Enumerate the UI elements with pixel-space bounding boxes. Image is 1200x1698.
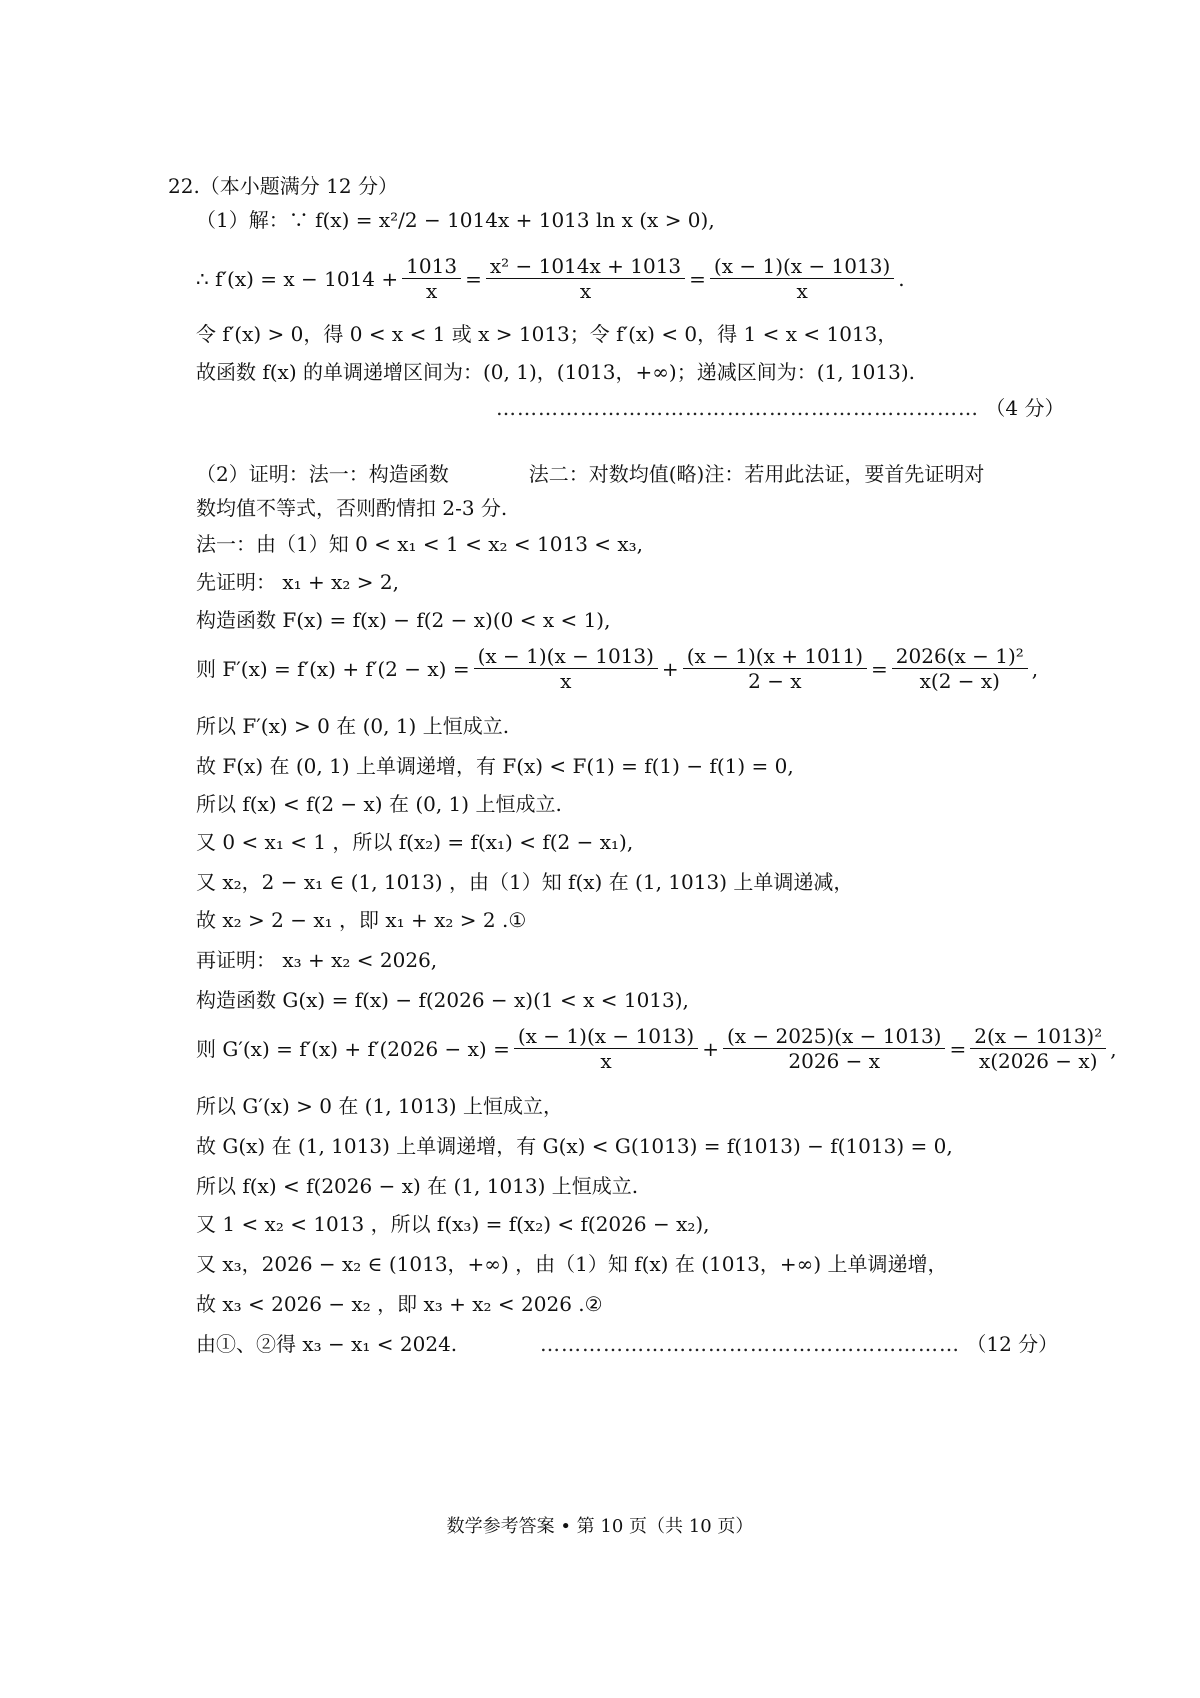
fraction-denominator: x(2 − x) — [919, 669, 1000, 693]
plus-sign: + — [702, 1036, 719, 1061]
part2-line-20: 又 x₃，2026 − x₂ ∈ (1013，+∞) ，由（1）知 f(x) 在 (1013，+∞) 上单调递增， — [196, 1252, 948, 1276]
part2-score-row — [540, 1330, 1058, 1358]
equals-sign: = — [689, 266, 706, 291]
fraction-numerator: (x − 1)(x − 1013) — [514, 1024, 698, 1049]
page-footer: 数学参考答案 • 第 10 页（共 10 页） — [446, 1516, 754, 1537]
fraction — [514, 1024, 698, 1073]
equals-sign: = — [871, 656, 888, 681]
part2-line-18: 所以 f(x) < f(2026 − x) 在 (1, 1013) 上恒成立. — [196, 1174, 639, 1198]
fraction — [970, 1024, 1106, 1073]
leader-dots: …………………………………………………………… — [496, 396, 979, 420]
part1-line-2-prefix: ∴ f′(x) = x − 1014 + — [196, 266, 399, 291]
part2-line-6 — [196, 644, 1038, 693]
plus-sign: + — [661, 656, 679, 681]
part2-line-15 — [196, 1024, 1117, 1073]
fraction — [723, 1024, 946, 1073]
part1-line-3: 令 f′(x) > 0，得 0 < x < 1 或 x > 1013；令 f′(x) < 0，得 1 < x < 1013， — [196, 322, 898, 346]
fraction — [474, 644, 658, 693]
fraction-numerator: x² − 1014x + 1013 — [486, 254, 685, 279]
fraction-denominator: x — [579, 279, 592, 303]
part1-line-1: （1）解：∵ f(x) = x²/2 − 1014x + 1013 ln x (x > 0), — [196, 208, 715, 232]
part2-line-16: 所以 G′(x) > 0 在 (1, 1013) 上恒成立， — [196, 1094, 563, 1118]
fraction — [402, 254, 461, 303]
fraction — [486, 254, 685, 303]
part2-line-13: 再证明： x₃ + x₂ < 2026, — [196, 948, 438, 972]
part2-line-6-prefix: 则 F′(x) = f′(x) + f′(2 − x) = — [196, 656, 470, 681]
part1-line-4: 故函数 f(x) 的单调递增区间为：(0, 1)，(1013，+∞)；递减区间为：(1, 1013). — [196, 360, 915, 384]
leader-dots: …………………………………………………… — [540, 1332, 960, 1356]
part2-line-4: 先证明： x₁ + x₂ > 2, — [196, 570, 399, 594]
part2-line-11: 又 x₂，2 − x₁ ∈ (1, 1013) ，由（1）知 f(x) 在 (1, 1013) 上单调递减， — [196, 870, 854, 894]
score-label: （12 分） — [966, 1332, 1059, 1356]
part1-line-2 — [196, 254, 905, 303]
part2-line-5: 构造函数 F(x) = f(x) − f(2 − x)(0 < x < 1), — [196, 608, 611, 632]
fraction-denominator: x — [560, 669, 572, 693]
fraction-denominator: x(2026 − x) — [978, 1049, 1098, 1073]
fraction-denominator: 2 − x — [748, 669, 802, 693]
part2-line-15-prefix: 则 G′(x) = f′(x) + f′(2026 − x) = — [196, 1036, 510, 1061]
score-label: （4 分） — [985, 396, 1065, 420]
part2-line-12: 故 x₂ > 2 − x₁ ，即 x₁ + x₂ > 2 .① — [196, 908, 527, 932]
part2-line-10: 又 0 < x₁ < 1 ，所以 f(x₂) = f(x₁) < f(2 − x₁), — [196, 830, 634, 854]
period: . — [898, 266, 905, 291]
comma: , — [1031, 656, 1039, 681]
fraction-denominator: x — [600, 1049, 612, 1073]
fraction-numerator: 2(x − 1013)² — [970, 1024, 1106, 1049]
part2-line-3: 法一：由（1）知 0 < x₁ < 1 < x₂ < 1013 < x₃, — [196, 532, 644, 556]
fraction-numerator: 1013 — [402, 254, 461, 279]
part2-line-9: 所以 f(x) < f(2 − x) 在 (0, 1) 上恒成立. — [196, 792, 562, 816]
fraction-numerator: (x − 1)(x − 1013) — [710, 254, 894, 279]
part2-line-8: 故 F(x) 在 (0, 1) 上单调递增，有 F(x) < F(1) = f(1) − f(1) = 0, — [196, 754, 794, 778]
fraction-numerator: (x − 1)(x − 1013) — [474, 644, 658, 669]
part2-line-1: （2）证明：法一：构造函数 法二：对数均值(略)注：若用此法证，要首先证明对 — [196, 462, 985, 486]
fraction — [710, 254, 894, 303]
part2-line-22: 由①、②得 x₃ − x₁ < 2024. — [196, 1332, 458, 1356]
part2-line-17: 故 G(x) 在 (1, 1013) 上单调递增，有 G(x) < G(1013) = f(1013) − f(1013) = 0, — [196, 1134, 953, 1158]
part2-line-19: 又 1 < x₂ < 1013 ，所以 f(x₃) = f(x₂) < f(2026 − x₂), — [196, 1212, 710, 1236]
fraction-numerator: (x − 1)(x + 1011) — [683, 644, 867, 669]
part1-score-row — [496, 394, 1064, 422]
fraction — [892, 644, 1028, 693]
fraction-denominator: 2026 − x — [788, 1049, 881, 1073]
fraction-denominator: x — [796, 279, 808, 303]
fraction-numerator: 2026(x − 1)² — [892, 644, 1028, 669]
equals-sign: = — [465, 266, 482, 291]
part2-line-2: 数均值不等式，否则酌情扣 2-3 分. — [196, 496, 508, 520]
fraction-denominator: x — [425, 279, 438, 303]
question-title: 22.（本小题满分 12 分） — [168, 174, 398, 198]
part2-line-21: 故 x₃ < 2026 − x₂ ，即 x₃ + x₂ < 2026 .② — [196, 1292, 603, 1316]
fraction — [683, 644, 867, 693]
part2-line-7: 所以 F′(x) > 0 在 (0, 1) 上恒成立. — [196, 714, 510, 738]
equals-sign: = — [949, 1036, 967, 1061]
part2-line-14: 构造函数 G(x) = f(x) − f(2026 − x)(1 < x < 1013), — [196, 988, 689, 1012]
fraction-numerator: (x − 2025)(x − 1013) — [723, 1024, 946, 1049]
comma: , — [1110, 1036, 1117, 1061]
